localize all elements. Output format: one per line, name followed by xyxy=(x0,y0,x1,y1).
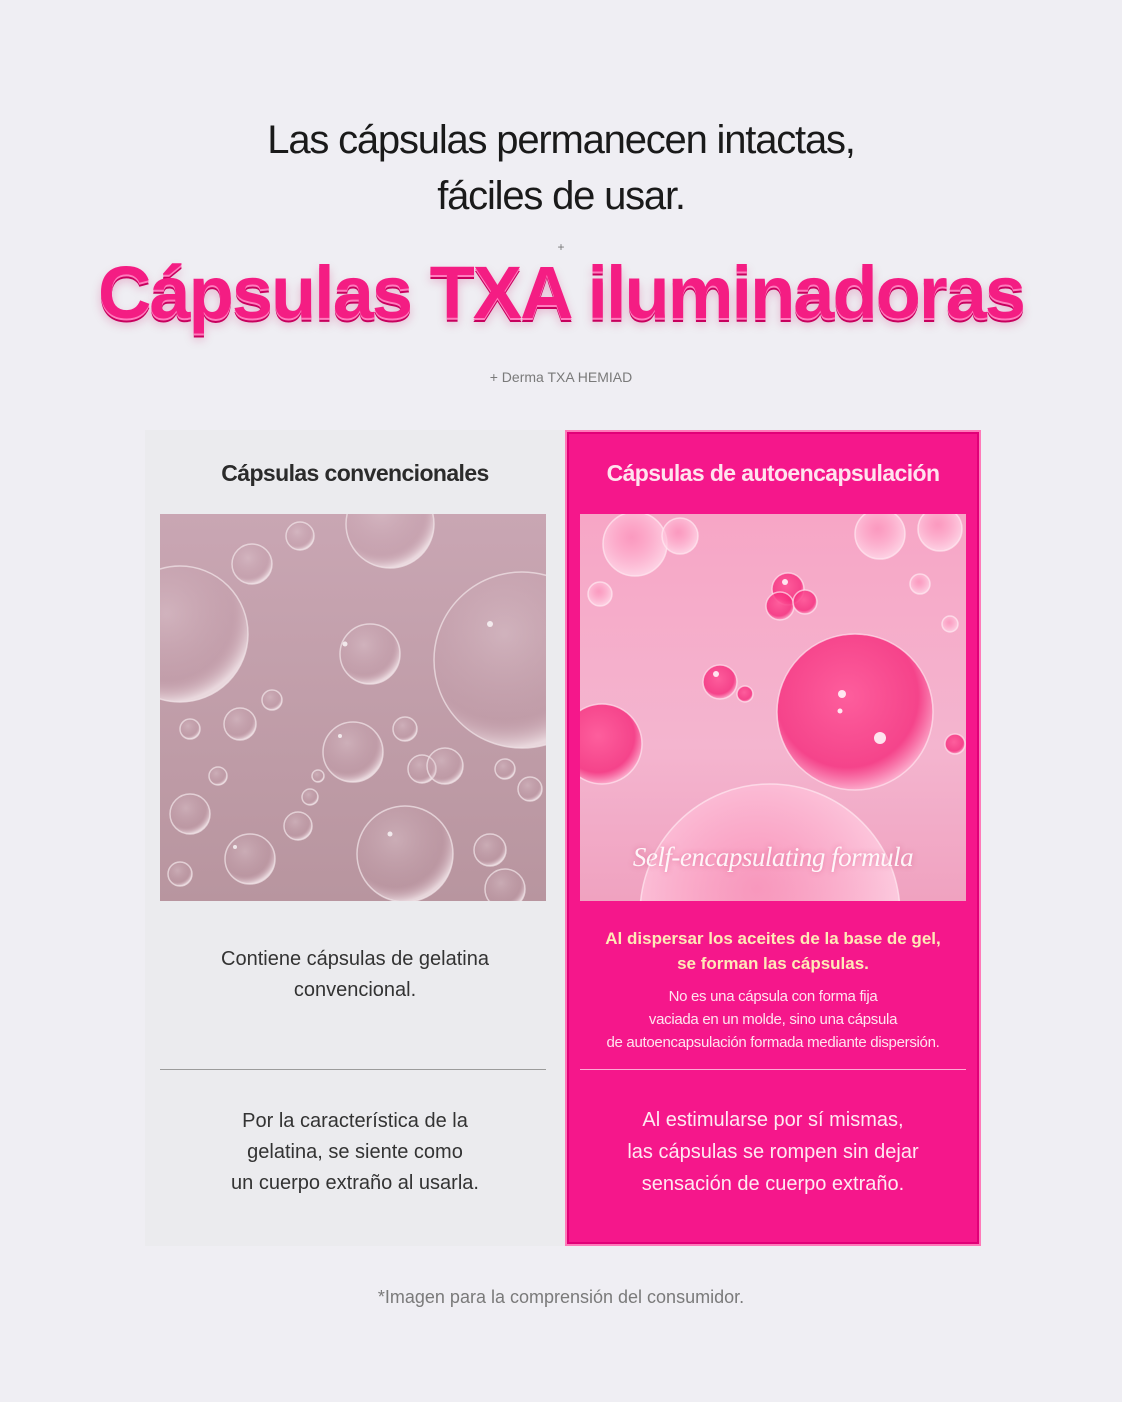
detail-line: No es una cápsula con forma fija xyxy=(668,988,878,1005)
self-encapsulating-detail xyxy=(567,985,979,1054)
self-encapsulating-highlight xyxy=(567,926,979,976)
detail-line: de autoencapsulación formada mediante dispersión. xyxy=(606,1034,940,1051)
highlight-line: se forman las cápsulas. xyxy=(677,954,869,973)
self-feel-line: sensación de cuerpo extraño. xyxy=(641,1173,905,1195)
self-feel-line: las cápsulas se rompen sin dejar xyxy=(627,1141,919,1163)
product-subtitle: + Derma TXA HEMIAD xyxy=(489,369,633,385)
headline xyxy=(0,112,1122,224)
divider xyxy=(160,1069,546,1070)
headline-line-1: Las cápsulas permanecen intactas, xyxy=(267,118,855,162)
self-encapsulating-feel-text xyxy=(567,1104,979,1200)
highlight-line: Al dispersar los aceites de la base de gel, xyxy=(605,929,941,948)
conventional-description-line: Contiene cápsulas de gelatina xyxy=(221,948,489,970)
image-caption: Self-encapsulating formula xyxy=(632,842,914,872)
gelatin-bubbles-image xyxy=(160,514,546,901)
self-encapsulating-panel xyxy=(565,430,981,1246)
conventional-description xyxy=(145,944,565,1006)
product-title: Cápsulas TXA iluminadoras xyxy=(98,251,1024,334)
detail-line: vaciada en un molde, sino una cápsula xyxy=(648,1011,898,1028)
conventional-feel-text xyxy=(145,1106,565,1199)
conventional-description-line: convencional. xyxy=(293,979,417,1001)
divider xyxy=(580,1069,966,1070)
pink-bubbles-image xyxy=(580,514,966,901)
conventional-feel-line: Por la característica de la xyxy=(242,1110,468,1132)
headline-line-2: fáciles de usar. xyxy=(437,174,685,218)
conventional-panel xyxy=(145,430,565,1246)
self-encapsulating-title: Cápsulas de autoencapsulación xyxy=(606,460,940,486)
plus-mark: + xyxy=(557,240,565,254)
conventional-feel-line: un cuerpo extraño al usarla. xyxy=(231,1172,479,1194)
conventional-title: Cápsulas convencionales xyxy=(221,460,489,486)
footnote: *Imagen para la comprensión del consumidor. xyxy=(377,1287,745,1307)
self-feel-line: Al estimularse por sí mismas, xyxy=(642,1109,904,1131)
conventional-feel-line: gelatina, se siente como xyxy=(247,1141,463,1163)
